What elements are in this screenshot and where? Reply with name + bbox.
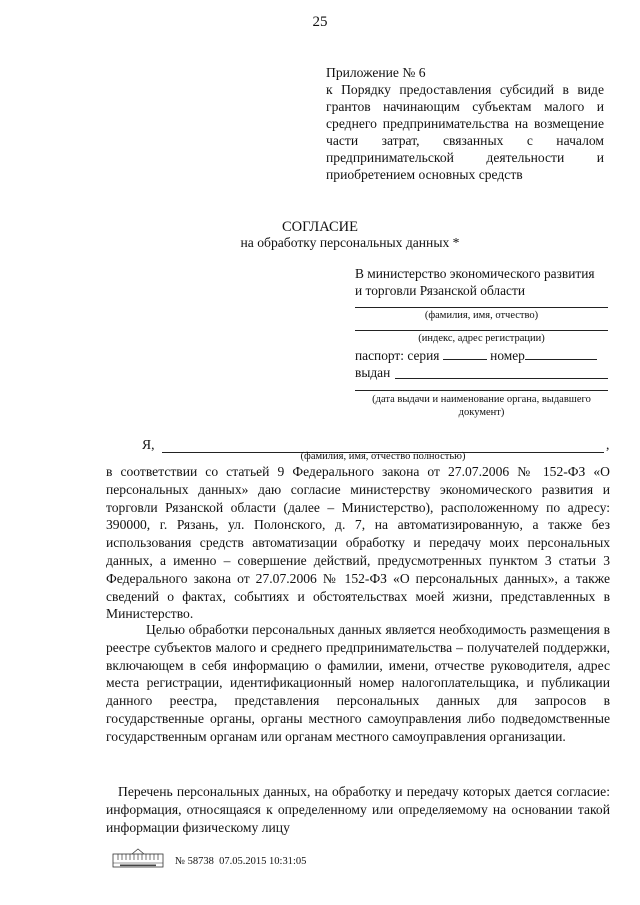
- registry-stamp-icon: [112, 848, 164, 870]
- addressee-block: [355, 266, 610, 299]
- paragraph-consent: в соответствии со статьей 9 Федерального закона от 27.07.2006 № 152-ФЗ «О персональных данных» даю согласие министерству экономического развития и торговли Рязанской области (далее – Министерство), расположенному по адресу: 390000, г. Рязань, ул. Полонского, д. 7, на автоматизированную, а также без использования средств автоматизации обработку и передачу моих персональных данных, а именно – совершение действий, предусмотренных пунктом 3 статьи 3 Федерального закона от 27.07.2006 № 152-ФЗ «О персональных данных», а также сведений о фактах, событиях и обстоятельствах моей жизни, представленных в Министерство.: [106, 464, 610, 622]
- issued-label: выдан: [355, 365, 391, 380]
- fio-caption: (фамилия, имя, отчество): [424, 310, 539, 321]
- declarant-caption: (фамилия, имя, отчество полностью): [300, 451, 466, 462]
- passport-number-blank[interactable]: [525, 347, 597, 360]
- address-caption: (индекс, адрес регистрации): [418, 333, 545, 344]
- address-blank-line[interactable]: [355, 330, 608, 331]
- fio-blank-line[interactable]: [355, 307, 608, 308]
- passport-series-label: паспорт: серия: [355, 348, 440, 363]
- appendix-block: [326, 64, 604, 183]
- appendix-text: к Порядку предоставления субсидий в виде грантов начинающим субъектам малого и среднего предпринимательства на возмещение части затрат, связанных с началом предпринимательской деятельности и приобретением основных средств: [326, 82, 604, 182]
- document-subtitle: на обработку персональных данных *: [240, 235, 460, 250]
- appendix-title: Приложение № 6: [326, 65, 426, 80]
- paragraph-data-list: Перечень персональных данных, на обработку и передачу которых дается согласие: информация, относящаяся к определенному или определяемому на основании такой информации физическому лицу: [106, 784, 610, 835]
- passport-number-label: номер: [490, 348, 525, 363]
- addressee-line-1: В министерство экономического развития: [355, 266, 595, 281]
- footer-registration: [175, 856, 306, 867]
- passport-row: [355, 347, 597, 364]
- passport-series-blank[interactable]: [443, 347, 487, 360]
- issued-blank-line[interactable]: [395, 378, 608, 379]
- paragraph-purpose: Целью обработки персональных данных является необходимость размещения в реестре субъектов малого и среднего предпринимательства – получателей поддержки, включающем в себя информацию о фамилии, имени, отчестве руководителя, адрес места регистрации, идентификационный номер налогоплательщика, и публикации данного реестра, представления персональных данных для запросов в государственные органы, органы местного самоуправления либо подведомственные государственным органам или органам местного самоуправления организации.: [106, 622, 610, 744]
- declarant-comma: ,: [606, 437, 610, 452]
- registration-number: № 58738: [175, 856, 214, 867]
- addressee-line-2: и торговли Рязанской области: [355, 282, 526, 298]
- page-number: 25: [312, 14, 328, 30]
- issued-blank-line-2[interactable]: [355, 390, 608, 391]
- issue-caption: (дата выдачи и наименование органа, выдавшего документ): [372, 394, 591, 418]
- registration-datetime: 07.05.2015 10:31:05: [219, 856, 307, 867]
- declarant-ya: Я,: [142, 437, 155, 452]
- document-title: СОГЛАСИЕ: [281, 219, 359, 235]
